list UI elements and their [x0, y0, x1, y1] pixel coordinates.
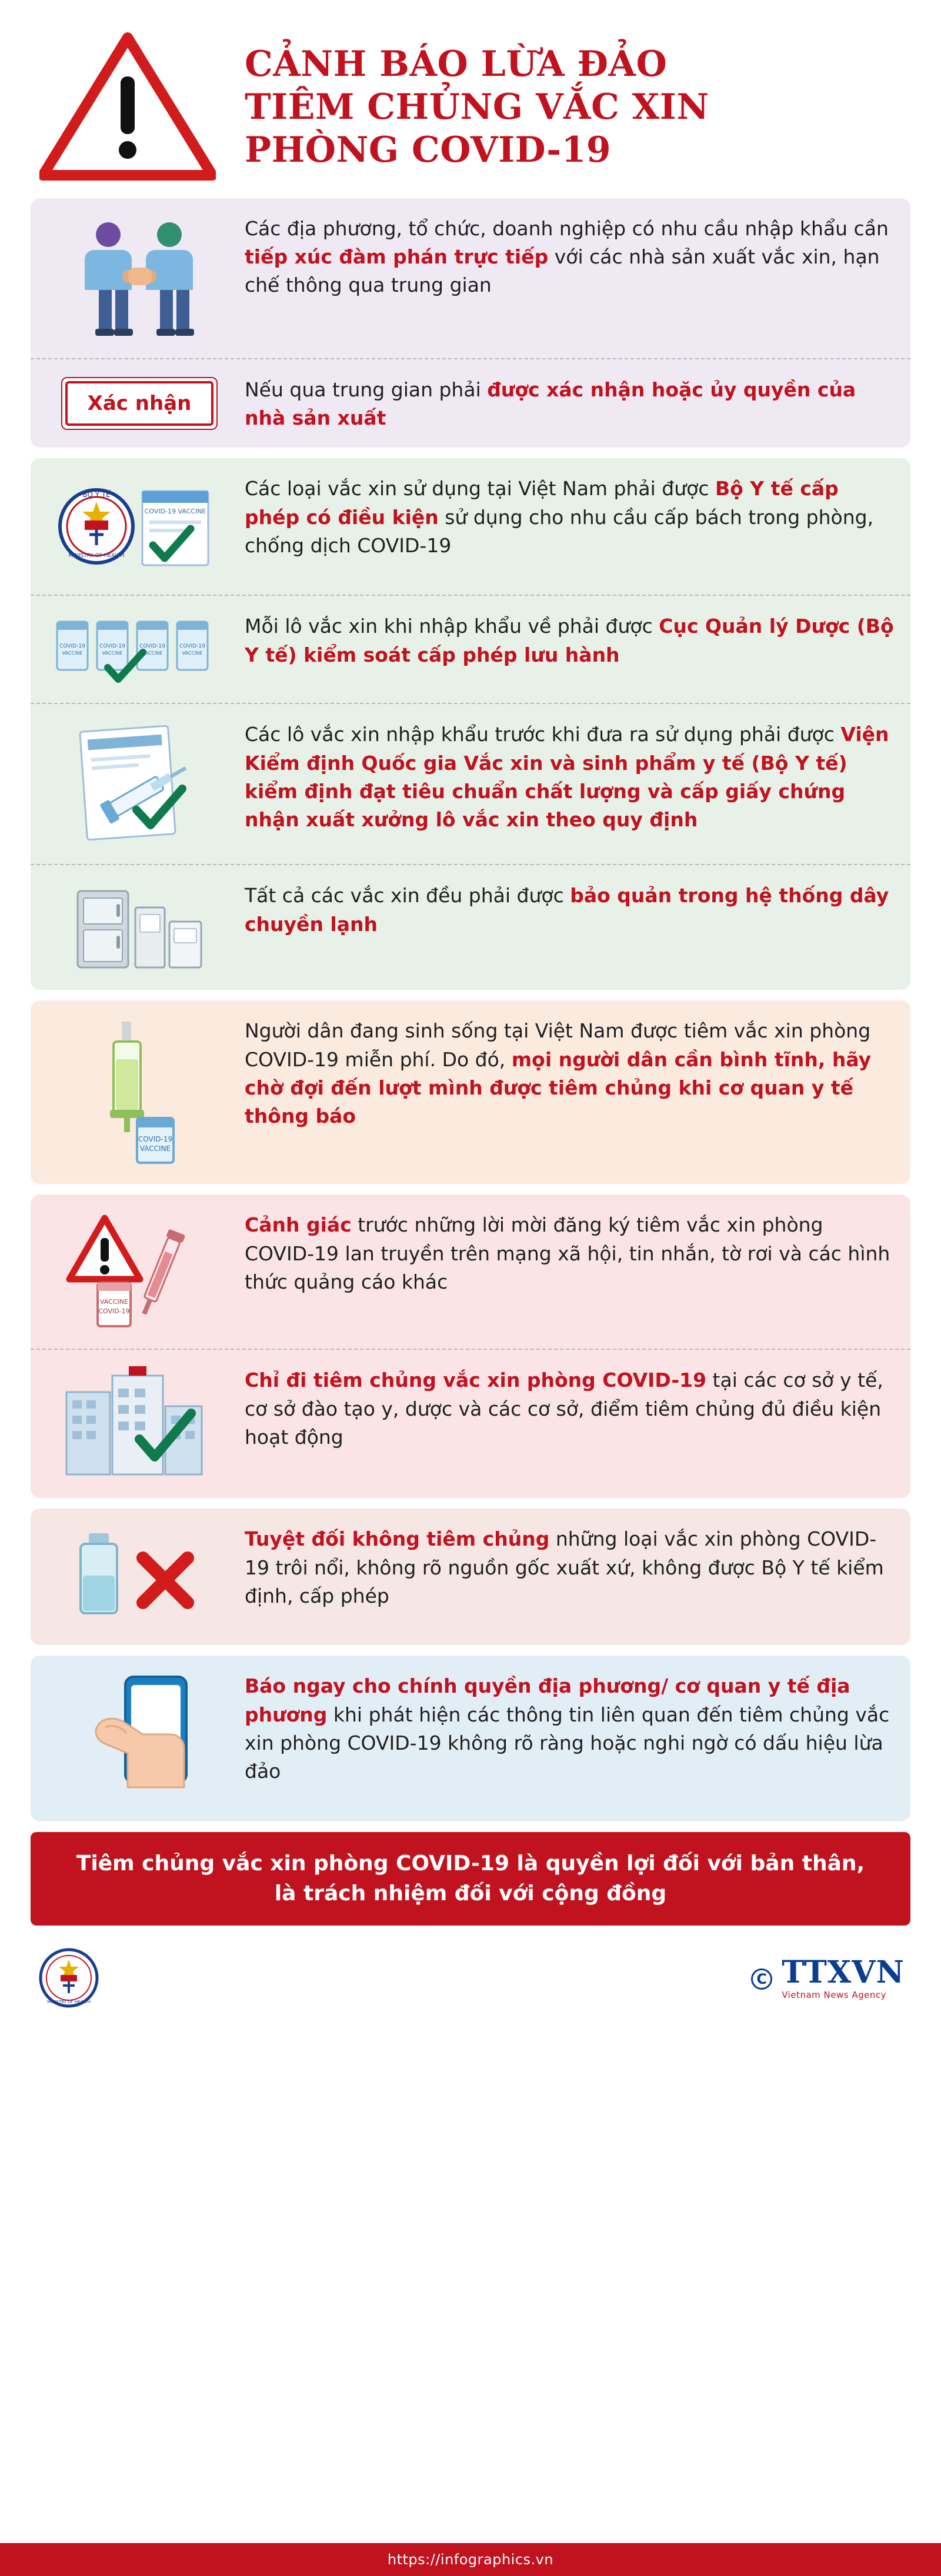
text-part-highlight: Cảnh giác	[245, 1213, 352, 1237]
confirmation-stamp-icon	[42, 377, 236, 430]
section-no-unknown-vaccine	[31, 1509, 910, 1645]
row-text	[245, 213, 894, 300]
text-part-highlight: bảo quản trong hệ thống dây chuyền lạnh	[245, 884, 889, 936]
warning-vaccine-vial-icon	[42, 1210, 236, 1333]
row-text	[245, 1210, 894, 1296]
row-be-alert	[31, 1194, 910, 1349]
page-title	[245, 39, 910, 172]
agency-name: TTXVN	[782, 1954, 905, 1991]
row-no-unknown-vaccine	[31, 1509, 910, 1645]
row-free-vaccination	[31, 1000, 910, 1184]
section-scam-alert	[31, 1194, 910, 1498]
svg-text:BỘ Y TẾ: BỘ Y TẾ	[82, 490, 111, 499]
text-part-highlight: mọi người dân cần bình tĩnh, hãy chờ đợi đến lượt mình được tiêm chủng khi cơ quan y tế thông báo	[245, 1047, 872, 1127]
title-line-2: TIÊM CHỦNG VẮC XIN	[245, 86, 709, 128]
handshake-icon	[42, 213, 236, 343]
section-free-vaccination	[31, 1000, 910, 1184]
row-confirmation	[31, 358, 910, 448]
svg-text:COVID-19: COVID-19	[99, 643, 125, 650]
svg-text:MINISTRY OF HEALTH: MINISTRY OF HEALTH	[47, 1999, 91, 2004]
cold-chain-fridge-icon	[42, 880, 236, 975]
banner-line-1: Tiêm chủng vắc xin phòng COVID-19 là quyền lợi đối với bản thân,	[76, 1851, 865, 1876]
row-text	[245, 719, 894, 834]
svg-text:VACCINE: VACCINE	[182, 650, 203, 656]
syringe-document-check-icon	[42, 719, 236, 849]
hospital-building-check-icon	[42, 1365, 236, 1483]
footer	[31, 1926, 910, 2023]
text-part-highlight: Cục Quản lý Dược (Bộ Y tế) kiểm soát cấp phép lưu hành	[245, 615, 894, 666]
source-url: https://infographics.vn	[387, 2551, 554, 2568]
svg-text:VACCINE: VACCINE	[102, 650, 123, 656]
text-part: Người dân đang sinh sống tại Việt Nam được tiêm vắc xin phòng COVID-19 miễn phí. Do đó,	[245, 1019, 871, 1071]
header	[31, 0, 910, 198]
text-part-highlight: Viện Kiểm định Quốc gia Vắc xin và sinh phẩm y tế (Bộ Y tế) kiểm định đạt tiêu chuẩn chất lượng và cấp giấy chứng nhận xuất xưởng lô vắc xin theo quy định	[245, 723, 889, 831]
row-text	[245, 375, 894, 432]
row-report-authority	[31, 1656, 910, 1821]
ministry-of-health-logo-icon	[36, 1946, 101, 2013]
svg-text:COVID-19: COVID-19	[179, 643, 205, 650]
text-part-highlight: Báo ngay cho chính quyền địa phương/ cơ quan y tế địa phương	[245, 1674, 850, 1726]
text-part-highlight: tiếp xúc đàm phán trực tiếp	[245, 245, 549, 269]
row-moh-license	[31, 458, 910, 595]
text-part: Mỗi lô vắc xin khi nhập khẩu về phải được	[245, 615, 659, 638]
svg-text:COVID-19: COVID-19	[139, 643, 165, 650]
svg-text:VACCINE: VACCINE	[100, 1298, 128, 1306]
text-part: khi phát hiện các thông tin liên quan đến tiêm chủng vắc xin phòng COVID-19 không rõ ràng hoặc nghi ngờ có dấu hiệu lừa đảo	[245, 1703, 890, 1783]
row-text	[245, 611, 894, 669]
section-report-authority	[31, 1656, 910, 1821]
row-official-facilities	[31, 1349, 910, 1498]
text-part: với các nhà sản xuất vắc xin, hạn chế thông qua trung gian	[245, 245, 880, 297]
text-part: Tất cả các vắc xin đều phải được	[245, 884, 570, 907]
vaccine-vials-row-icon	[42, 611, 236, 688]
syringe-vaccine-icon	[42, 1016, 236, 1169]
svg-text:COVID-19: COVID-19	[59, 643, 85, 650]
text-part-highlight: Chỉ đi tiêm chủng vắc xin phòng COVID-19	[245, 1369, 707, 1392]
agency-brand	[751, 1954, 905, 2001]
warning-triangle-icon	[31, 31, 225, 181]
text-part: tại các cơ sở y tế, cơ sở đào tạo y, dược và các cơ sở, điểm tiêm chủng đủ điều kiện hoạt động	[245, 1369, 883, 1449]
vial-red-cross-icon	[42, 1524, 236, 1630]
text-part-highlight: Tuyệt đối không tiêm chủng	[245, 1527, 550, 1551]
footer-banner	[31, 1832, 910, 1925]
section-licensing	[31, 458, 910, 990]
text-part: Các địa phương, tổ chức, doanh nghiệp có nhu cầu nhập khẩu cần	[245, 217, 889, 240]
row-text	[245, 1016, 894, 1130]
title-line-3: PHÒNG COVID-19	[245, 129, 612, 171]
svg-text:MINISTRY OF HEALTH: MINISTRY OF HEALTH	[68, 553, 125, 559]
text-part: Các loại vắc xin sử dụng tại Việt Nam phải được	[245, 477, 715, 500]
text-part: những loại vắc xin phòng COVID-19 trôi nổi, không rõ nguồn gốc xuất xứ, không được Bộ Y tế kiểm định, cấp phép	[245, 1527, 884, 1607]
text-part-highlight: Bộ Y tế cấp phép có điều kiện	[245, 477, 839, 529]
row-text	[245, 1671, 894, 1786]
text-part: sử dụng cho nhu cầu cấp bách trong phòng, chống dịch COVID-19	[245, 505, 874, 557]
svg-text:COVID-19: COVID-19	[98, 1307, 130, 1316]
row-text	[245, 880, 894, 938]
text-part: Các lô vắc xin nhập khẩu trước khi đưa ra sử dụng phải được	[245, 723, 841, 746]
ministry-of-health-seal-icon	[42, 473, 236, 579]
hand-holding-phone-icon	[42, 1671, 236, 1806]
text-part: Nếu qua trung gian phải	[245, 378, 488, 401]
row-cold-chain	[31, 864, 910, 990]
row-text	[245, 1524, 894, 1610]
copyright-icon: C	[751, 1968, 772, 1990]
banner-line-2: là trách nhiệm đối với cộng đồng	[274, 1881, 667, 1906]
svg-text:VACCINE: VACCINE	[62, 650, 83, 656]
stamp-label: Xác nhận	[65, 381, 214, 426]
agency-subtitle: Vietnam News Agency	[782, 1990, 886, 2001]
title-line-1: CẢNH BÁO LỪA ĐẢO	[245, 43, 668, 85]
row-direct-negotiation	[31, 198, 910, 358]
text-part-highlight: được xác nhận hoặc ủy quyền của nhà sản xuất	[245, 378, 856, 430]
svg-text:VACCINE: VACCINE	[139, 1144, 171, 1153]
svg-text:VACCINE: VACCINE	[142, 650, 163, 656]
source-url-bar	[0, 2543, 941, 2576]
row-national-institute	[31, 703, 910, 864]
text-part: trước những lời mời đăng ký tiêm vắc xin phòng COVID-19 lan truyền trên mạng xã hội, tin nhắn, tờ rơi và các hình thức quảng cáo khác	[245, 1213, 890, 1293]
svg-text:COVID-19: COVID-19	[138, 1135, 173, 1144]
row-text	[245, 1365, 894, 1451]
svg-text:COVID-19 VACCINE: COVID-19 VACCINE	[144, 508, 206, 516]
row-text	[245, 473, 894, 560]
section-import-negotiation	[31, 198, 910, 448]
row-drug-admin	[31, 595, 910, 703]
